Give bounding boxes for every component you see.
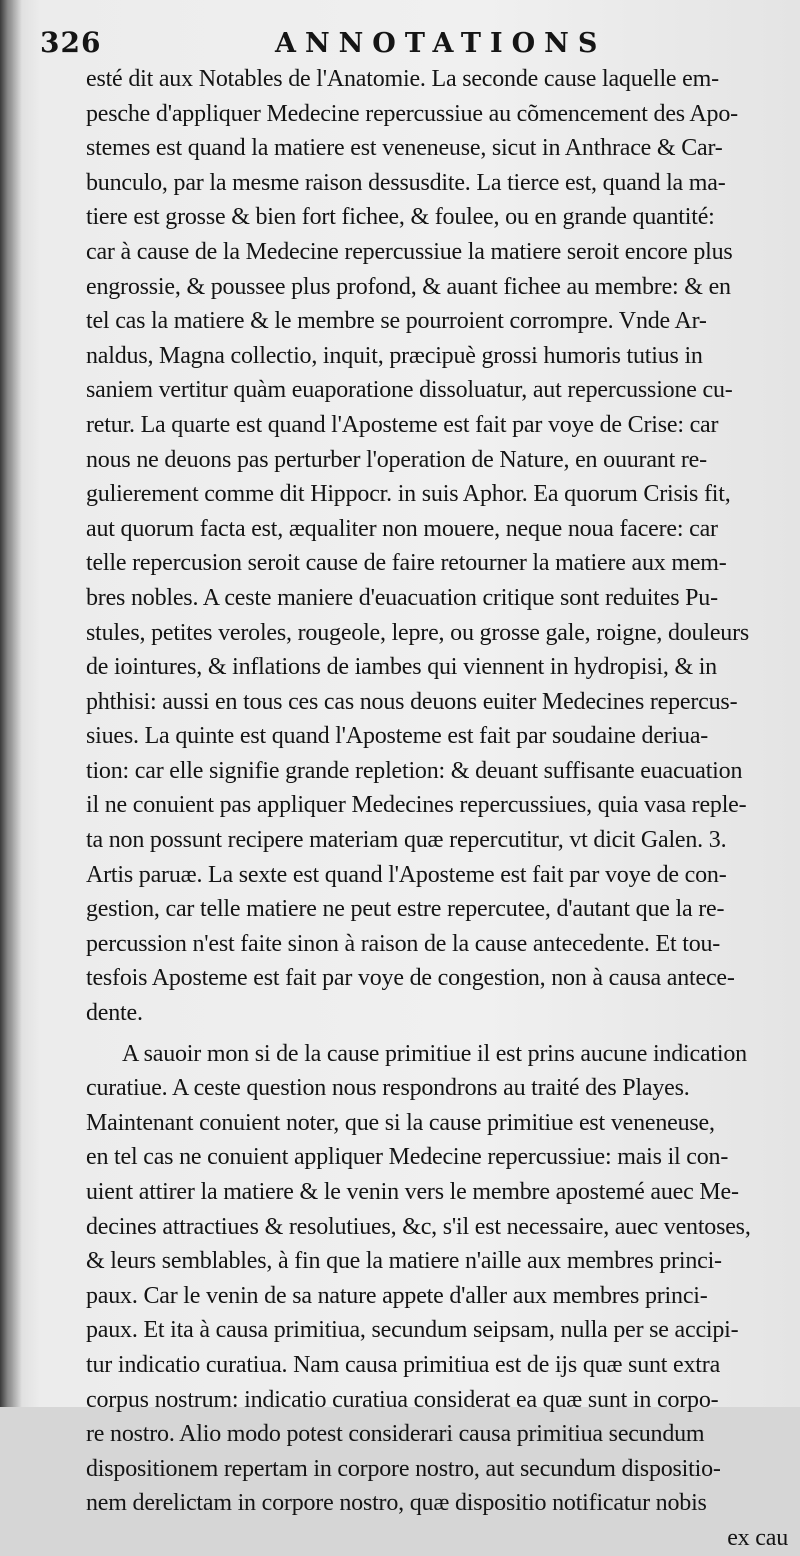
text-line: dispositionem repertam in corpore nostro, aut secundum dispositio- (86, 1455, 721, 1482)
text-line: en tel cas ne conuient appliquer Medecine repercussiue: mais il con- (86, 1144, 729, 1171)
text-line: Maintenant conuient noter, que si la cause primitiue est veneneuse, (86, 1109, 715, 1136)
text-line: percussion n'est faite sinon à raison de la cause antecedente. Et tou- (86, 930, 721, 957)
text-line: bres nobles. A ceste maniere d'euacuation critique sont reduites Pu- (86, 584, 718, 611)
text-line: paux. Et ita à causa primitiua, secundum seipsam, nulla per se accipi- (86, 1317, 739, 1344)
text-line: tel cas la matiere & le membre se pourroient corrompre. Vnde Ar- (86, 308, 707, 335)
text-line: saniem vertitur quàm euaporatione dissoluatur, aut repercussione cu- (86, 377, 733, 404)
text-line: telle repercusion seroit cause de faire retourner la matiere aux mem- (86, 550, 727, 577)
text-line: curatiue. A ceste question nous respondrons au traité des Playes. (86, 1075, 690, 1102)
page-number: 326 (40, 26, 102, 59)
text-line: A sauoir mon si de la cause primitiue il est prins aucune indication (122, 1040, 747, 1067)
paragraph-2 (86, 1037, 788, 1556)
text-line: siues. La quinte est quand l'Aposteme est fait par soudaine deriua- (86, 723, 709, 750)
text-line: esté dit aux Notables de l'Anatomie. La seconde cause laquelle em- (86, 66, 719, 92)
text-line: car à cause de la Medecine repercussiue la matiere seroit encore plus (86, 238, 733, 265)
text-line: tiere est grosse & bien fort fichee, & foulee, ou en grande quantité: (86, 204, 715, 231)
text-line: corpus nostrum: indicatio curatiua considerat ea quæ sunt in corpo- (86, 1386, 719, 1413)
text-line: il ne conuient pas appliquer Medecines repercussiues, quia vasa reple- (86, 792, 747, 819)
text-line: naldus, Magna collectio, inquit, præcipuè grossi humoris tutius in (86, 342, 703, 369)
running-head: ANNOTATIONS (275, 28, 607, 59)
binding-shadow (0, 0, 22, 1407)
text-line: uient attirer la matiere & le venin vers le membre apostemé auec Me- (86, 1179, 739, 1205)
body-text (86, 62, 788, 1556)
text-line: nem derelictam in corpore nostro, quæ dispositio notificatur nobis (86, 1490, 707, 1517)
text-line: Artis paruæ. La sexte est quand l'Aposteme est fait par voye de con- (86, 861, 727, 888)
text-line: gulierement comme dit Hippocr. in suis Aphor. Ea quorum Crisis fit, (86, 481, 731, 508)
text-line: aut quorum facta est, æqualiter non mouere, neque noua facere: car (86, 515, 718, 542)
text-line: dente. (86, 1000, 143, 1027)
text-line: tion: car elle signifie grande repletion: & deuant suffisante euacuation (86, 757, 743, 784)
text-line: pesche d'appliquer Medecine repercussiue au cõmencement des Apo- (86, 100, 738, 127)
paragraph-1 (86, 62, 788, 1031)
page-header (40, 22, 760, 62)
text-line: nous ne deuons pas perturber l'operation de Nature, en ouurant re- (86, 446, 707, 473)
text-line: retur. La quarte est quand l'Aposteme est fait par voye de Crise: car (86, 411, 719, 438)
text-line: tesfois Aposteme est fait par voye de congestion, non à causa antece- (86, 965, 735, 992)
text-line: gestion, car telle matiere ne peut estre repercutee, d'autant que la re- (86, 896, 725, 923)
text-line: paux. Car le venin de sa nature appete d'aller aux membres princi- (86, 1282, 708, 1309)
text-line: re nostro. Alio modo potest considerari causa primitiua secundum (86, 1421, 705, 1448)
text-line: stules, petites veroles, rougeole, lepre, ou grosse gale, roigne, douleurs (86, 619, 750, 646)
text-line: engrossie, & poussee plus profond, & auant fichee au membre: & en (86, 273, 731, 300)
catchword: ex cau (727, 1524, 788, 1551)
text-line: tur indicatio curatiua. Nam causa primitiua est de ijs quæ sunt extra (86, 1351, 721, 1378)
text-line: ta non possunt recipere materiam quæ repercutitur, vt dicit Galen. 3. (86, 827, 727, 854)
text-line: stemes est quand la matiere est veneneuse, sicut in Anthrace & Car- (86, 135, 723, 162)
text-line: & leurs semblables, à fin que la matiere n'aille aux membres princi- (86, 1248, 722, 1275)
text-line: phthisi: aussi en tous ces cas nous deuons euiter Medecines repercus- (86, 688, 738, 715)
text-line: de iointures, & inflations de iambes qui viennent in hydropisi, & in (86, 654, 717, 681)
text-line: bunculo, par la mesme raison dessusdite. La tierce est, quand la ma- (86, 169, 726, 196)
text-line: decines attractiues & resolutiues, &c, s'il est necessaire, auec ventoses, (86, 1213, 751, 1240)
